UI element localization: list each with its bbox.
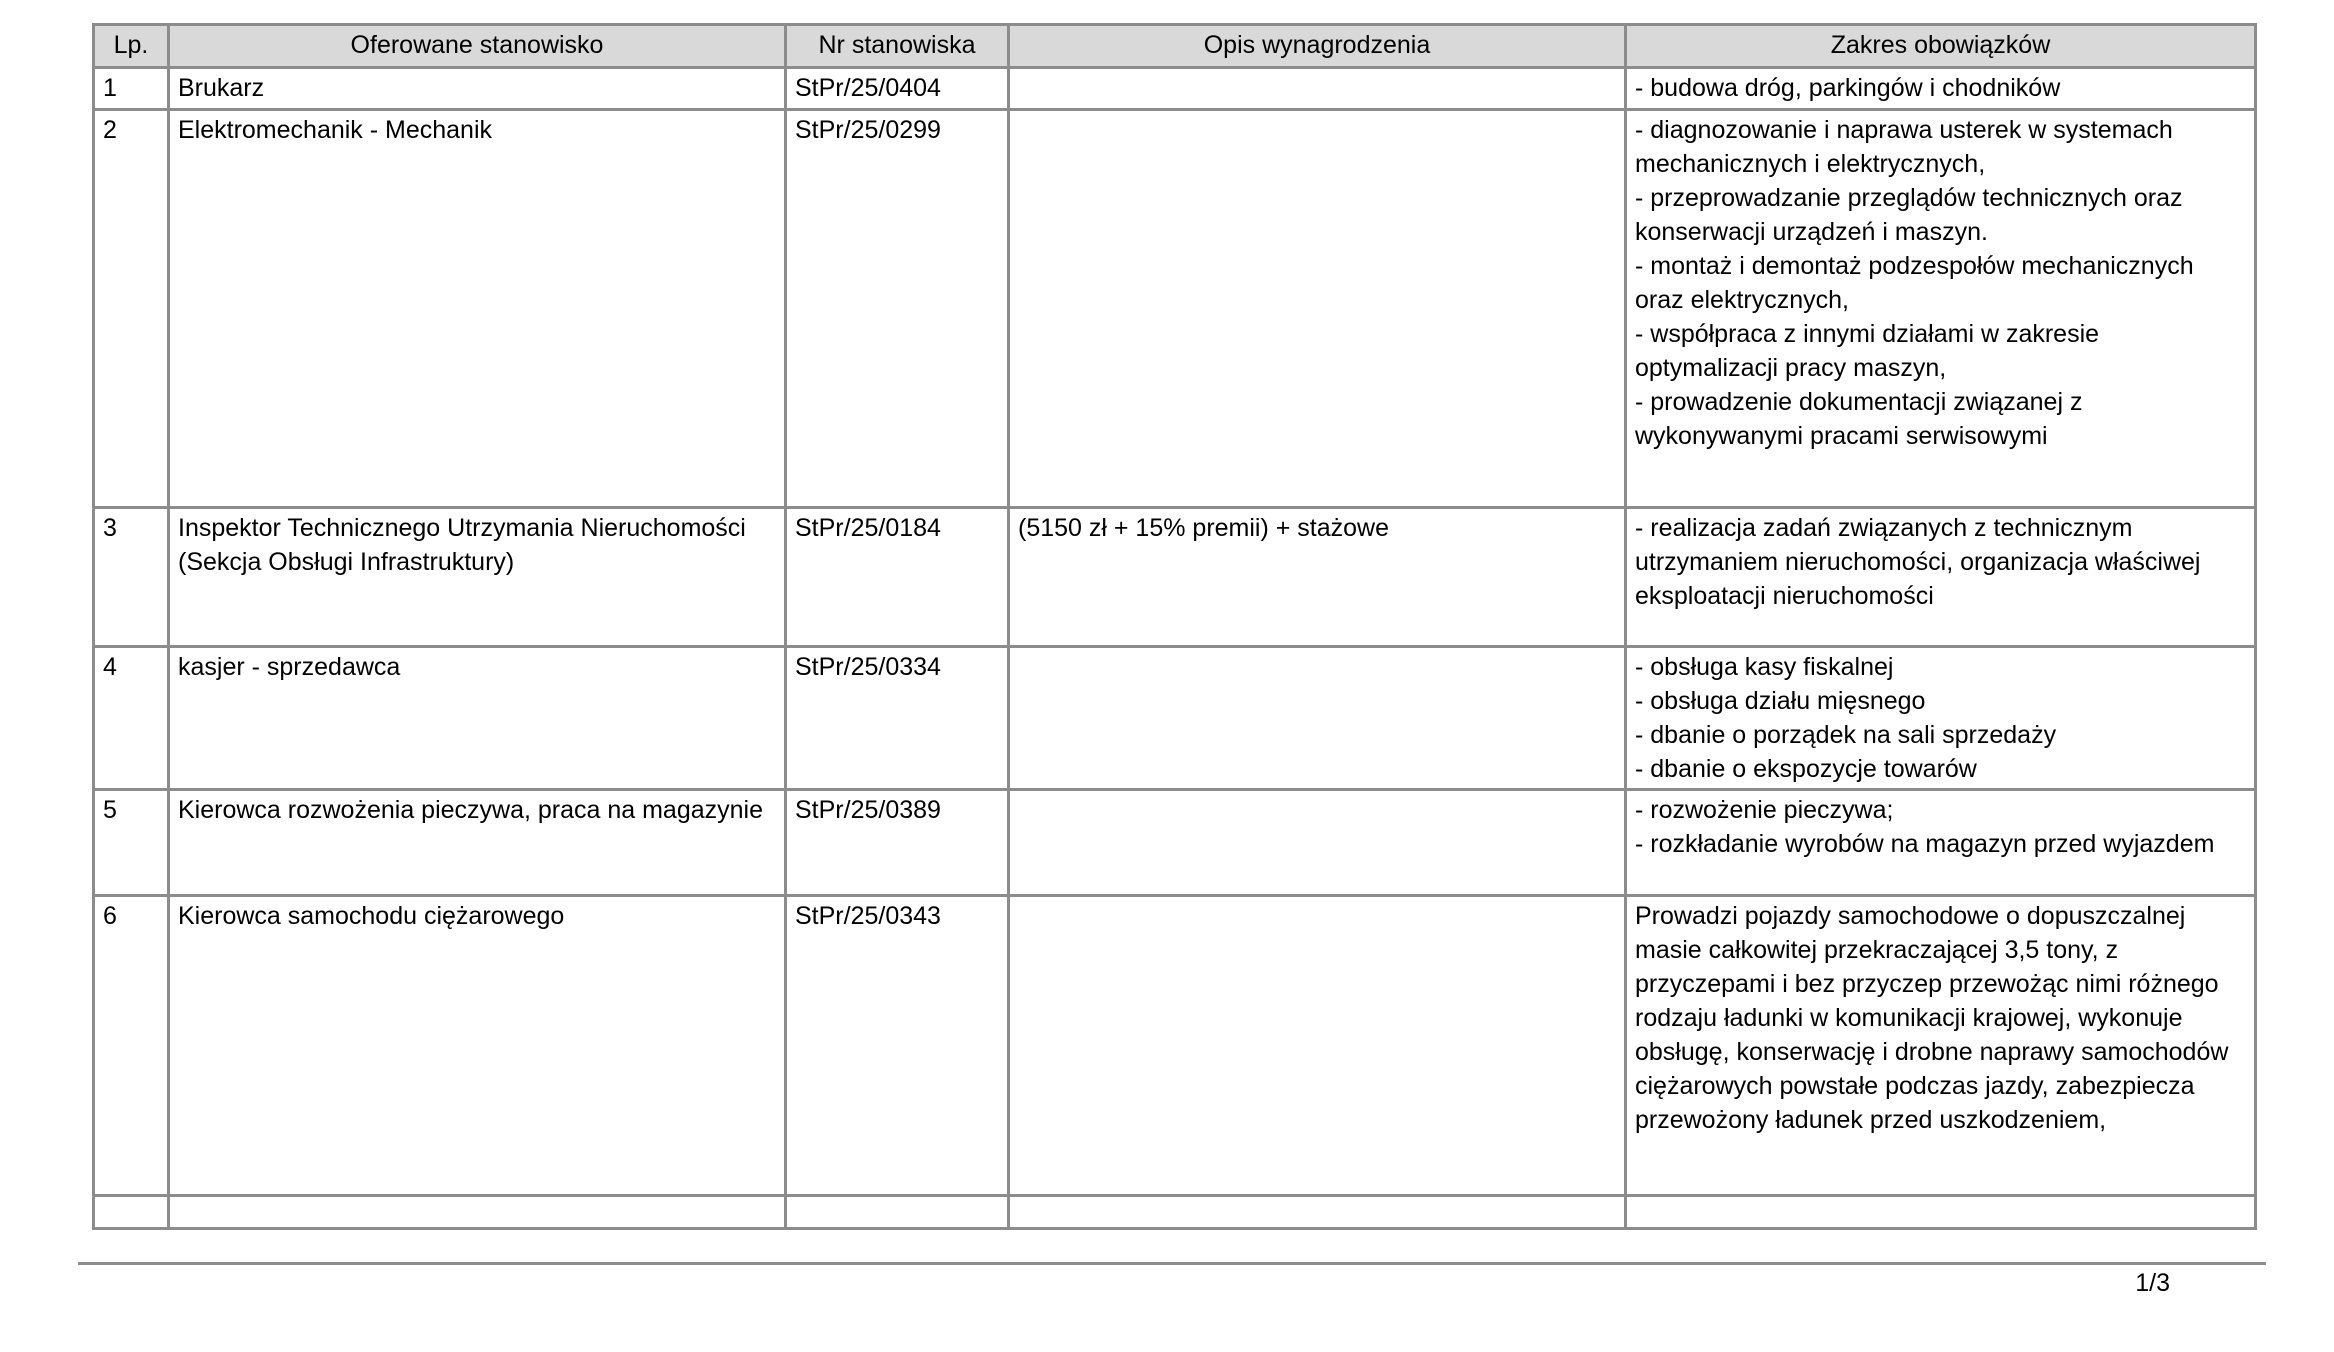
table-row (94, 68, 2256, 110)
header-duties: Zakres obowiązków (1626, 25, 2256, 68)
cell-number (786, 110, 1009, 508)
number-text: StPr/25/0334 (795, 653, 941, 681)
duties-text: - diagnozowanie i naprawa usterek w systemach mechanicznych i elektrycznych, - przeprowadzanie przeglądów technicznych oraz konserwacji urządzeń i maszyn. - montaż i demontaż podzespołów mechanicznych oraz elektrycznych, - współpraca z innymi działami w zakresie optymalizacji pracy maszyn, - prowadzenie dokumentacji związanej z wykonywanymi pracami serwisowymi (1635, 116, 2194, 450)
number-text: StPr/25/0299 (795, 116, 941, 144)
empty-cell (1626, 1196, 2256, 1229)
position-text: kasjer - sprzedawca (178, 653, 401, 681)
cell-lp (94, 647, 169, 790)
duties-text: - rozwożenie pieczywa; - rozkładanie wyrobów na magazyn przed wyjazdem (1635, 796, 2215, 858)
cell-salary (1009, 790, 1626, 896)
header-salary-description: Opis wynagrodzenia (1009, 25, 1626, 68)
cell-position (169, 790, 786, 896)
cell-position (169, 508, 786, 647)
lp-text: 5 (103, 796, 117, 824)
salary-text: (5150 zł + 15% premii) + stażowe (1018, 514, 1390, 542)
cell-duties (1626, 68, 2256, 110)
cell-salary (1009, 110, 1626, 508)
number-text: StPr/25/0184 (795, 514, 941, 542)
table-row (94, 647, 2256, 790)
header-position: Oferowane stanowisko (169, 25, 786, 68)
cell-salary (1009, 68, 1626, 110)
position-text: Elektromechanik - Mechanik (178, 116, 493, 144)
cell-position (169, 896, 786, 1196)
cell-duties (1626, 790, 2256, 896)
number-text: StPr/25/0343 (795, 902, 941, 930)
footer-divider (78, 1262, 2266, 1265)
duties-text: - obsługa kasy fiskalnej - obsługa działu mięsnego - dbanie o porządek na sali sprzedaży - dbanie o ekspozycje towarów (1635, 653, 2057, 783)
number-text: StPr/25/0404 (795, 74, 941, 102)
table-continuation-row (94, 1196, 2256, 1229)
lp-text: 3 (103, 514, 117, 542)
cell-position (169, 647, 786, 790)
position-text: Kierowca samochodu ciężarowego (178, 902, 565, 930)
header-lp: Lp. (94, 25, 169, 68)
number-text: StPr/25/0389 (795, 796, 941, 824)
cell-duties (1626, 896, 2256, 1196)
table-header-row (94, 25, 2256, 68)
duties-text: - budowa dróg, parkingów i chodników (1635, 74, 2061, 102)
empty-cell (1009, 1196, 1626, 1229)
position-text: Kierowca rozwożenia pieczywa, praca na magazynie (178, 796, 764, 824)
cell-lp (94, 790, 169, 896)
cell-number (786, 508, 1009, 647)
cell-duties (1626, 110, 2256, 508)
cell-salary (1009, 896, 1626, 1196)
cell-lp (94, 896, 169, 1196)
cell-lp (94, 508, 169, 647)
cell-duties (1626, 647, 2256, 790)
job-offers-table (92, 23, 2257, 1230)
page-number: 1/3 (2135, 1269, 2170, 1297)
position-text: Brukarz (178, 74, 265, 102)
cell-position (169, 110, 786, 508)
duties-text: - realizacja zadań związanych z technicznym utrzymaniem nieruchomości, organizacja właściwej eksploatacji nieruchomości (1635, 514, 2201, 610)
cell-salary (1009, 647, 1626, 790)
cell-number (786, 68, 1009, 110)
table-row (94, 896, 2256, 1196)
table-row (94, 790, 2256, 896)
cell-position (169, 68, 786, 110)
cell-salary (1009, 508, 1626, 647)
header-position-number: Nr stanowiska (786, 25, 1009, 68)
position-text: Inspektor Technicznego Utrzymania Nieruchomości (Sekcja Obsługi Infrastruktury) (178, 514, 746, 576)
lp-text: 6 (103, 902, 117, 930)
cell-number (786, 647, 1009, 790)
cell-lp (94, 110, 169, 508)
duties-text: Prowadzi pojazdy samochodowe o dopuszczalnej masie całkowitej przekraczającej 3,5 tony, z przyczepami i bez przyczep przewożąc nimi różnego rodzaju ładunki w komunikacji krajowej, wykonuje obsługę, konserwację i drobne naprawy samochodów ciężarowych powstałe podczas jazdy, zabezpiecza przewożony ładunek przed uszkodzeniem, (1635, 902, 2229, 1134)
table-row (94, 508, 2256, 647)
cell-duties (1626, 508, 2256, 647)
cell-number (786, 790, 1009, 896)
lp-text: 1 (103, 74, 117, 102)
cell-lp (94, 68, 169, 110)
lp-text: 2 (103, 116, 117, 144)
cell-number (786, 896, 1009, 1196)
lp-text: 4 (103, 653, 117, 681)
empty-cell (94, 1196, 169, 1229)
empty-cell (786, 1196, 1009, 1229)
table-row (94, 110, 2256, 508)
empty-cell (169, 1196, 786, 1229)
